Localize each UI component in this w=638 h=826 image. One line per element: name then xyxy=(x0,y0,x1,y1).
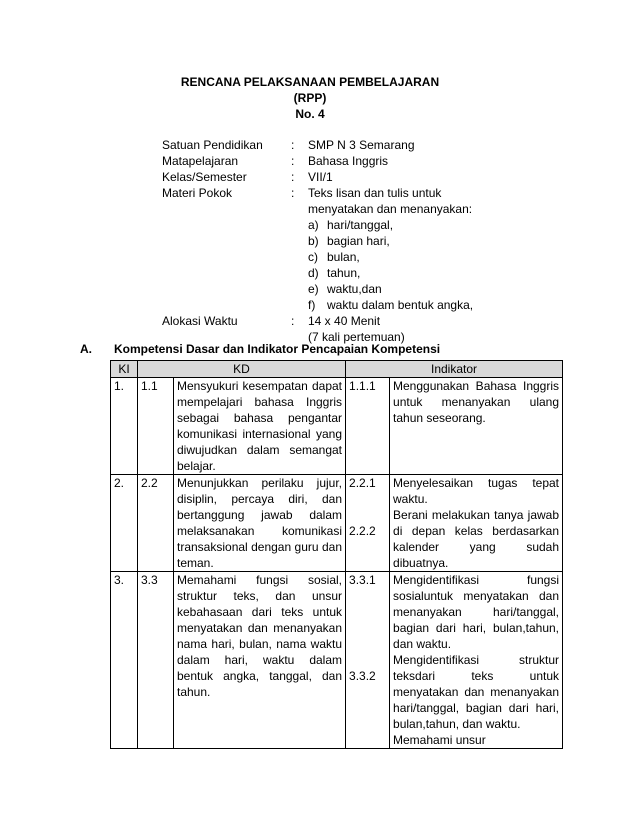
header-indikator: Indikator xyxy=(346,361,563,378)
section-title: Kompetensi Dasar dan Indikator Pencapaian Kompetensi xyxy=(114,342,441,356)
indicator-no: 3.3.2 xyxy=(349,669,376,683)
spacer xyxy=(349,491,386,523)
spacer xyxy=(349,588,386,668)
cell-kd-text: Memahami fungsi sosial, struktur teks, dan unsur kebahasaan dari teks untuk menyatakan dan menanyakan nama hari, bulan, nama waktu dalam hari, waktu dalam bentuk angka, tanggal, dan tahun. xyxy=(174,572,346,749)
meta-colon: : xyxy=(291,170,295,184)
meta-row-materi xyxy=(162,185,502,313)
list-marker: a) xyxy=(308,218,319,232)
section-heading xyxy=(80,341,440,357)
cell-indicator-no xyxy=(346,475,390,572)
list-marker: c) xyxy=(308,250,318,264)
table-row xyxy=(111,475,563,572)
indicator-text: Berani melakukan tanya jawab di depan kelas berdasarkan kalender yang sudah dibuatnya. xyxy=(393,508,560,570)
indicator-text: Mengidentifikasi fungsi sosialuntuk menyatakan dan menanyakan hari/tanggal, bagian dari hari, bulan,tahun, dan waktu. xyxy=(393,573,560,651)
section-letter: A. xyxy=(80,342,92,356)
list-text: bagian hari, xyxy=(327,234,390,248)
list-item xyxy=(308,265,502,281)
list-text: hari/tanggal, xyxy=(327,218,394,232)
title-line-2: (RPP) xyxy=(293,91,327,105)
document-title xyxy=(150,74,470,122)
cell-kd-no: 1.1 xyxy=(138,378,174,475)
indicator-text: Menyelesaikan tugas tepat waktu. xyxy=(393,476,560,506)
alokasi-line-2: (7 kali pertemuan) xyxy=(308,330,405,344)
title-line-1: RENCANA PELAKSANAAN PEMBELAJARAN xyxy=(180,75,440,89)
list-marker: d) xyxy=(308,266,319,280)
meta-row-satuan xyxy=(162,137,502,153)
list-marker: b) xyxy=(308,234,319,248)
list-text: bulan, xyxy=(327,250,360,264)
materi-line-2: menyatakan dan menanyakan: xyxy=(308,202,473,216)
cell-kd-text: Menunjukkan perilaku jujur, disiplin, percaya diri, dan bertanggung jawab dalam melaksanakan komunikasi transaksional dengan guru dan teman. xyxy=(174,475,346,572)
materi-line-1: Teks lisan dan tulis untuk xyxy=(308,186,442,200)
meta-row-mapel xyxy=(162,153,502,169)
list-item xyxy=(308,217,502,233)
meta-colon: : xyxy=(291,314,295,328)
list-text: tahun, xyxy=(327,266,361,280)
list-item xyxy=(308,249,502,265)
cell-ki: 3. xyxy=(111,572,138,749)
cell-ki: 2. xyxy=(111,475,138,572)
table-header-row xyxy=(111,361,563,378)
materi-list xyxy=(308,217,502,313)
meta-value: SMP N 3 Semarang xyxy=(308,138,415,152)
cell-indicator-text: Menggunakan Bahasa Inggris untuk menanyakan ulang tahun seseorang. xyxy=(390,378,563,475)
cell-ki: 1. xyxy=(111,378,138,475)
indicator-no: 2.2.1 xyxy=(349,476,376,490)
list-marker: e) xyxy=(308,282,319,296)
indicator-no: 3.3.1 xyxy=(349,573,376,587)
meta-colon: : xyxy=(291,154,295,168)
competency-table xyxy=(110,360,563,749)
header-kd: KD xyxy=(138,361,346,378)
list-item xyxy=(308,233,502,249)
meta-colon: : xyxy=(291,186,295,200)
indicator-text: Mengidentifikasi struktur teksdari teks untuk menyatakan dan menanyakan hari/tanggal, bagian dari hari, bulan,tahun, dan waktu. xyxy=(393,653,560,731)
cell-kd-no: 2.2 xyxy=(138,475,174,572)
list-text: waktu,dan xyxy=(327,282,382,296)
meta-value: VII/1 xyxy=(308,170,333,184)
meta-label: Satuan Pendidikan xyxy=(162,138,263,152)
cell-kd-text: Mensyukuri kesempatan dapat mempelajari bahasa Inggris sebagai bahasa pengantar komunikasi internasional yang diwujudkan dalam semangat belajar. xyxy=(174,378,346,475)
meta-label: Materi Pokok xyxy=(162,186,233,200)
cell-indicator-no: 1.1.1 xyxy=(346,378,390,475)
title-line-3: No. 4 xyxy=(295,107,325,121)
list-item xyxy=(308,281,502,297)
meta-label: Matapelajaran xyxy=(162,154,239,168)
cell-indicator-text xyxy=(390,475,563,572)
table-row xyxy=(111,572,563,749)
meta-value xyxy=(308,185,502,313)
alokasi-line-1: 14 x 40 Menit xyxy=(308,314,381,328)
cell-kd-no: 3.3 xyxy=(138,572,174,749)
meta-row-kelas xyxy=(162,169,502,185)
table-row xyxy=(111,378,563,475)
cell-indicator-no xyxy=(346,572,390,749)
list-item xyxy=(308,297,502,313)
indicator-text: Memahami unsur xyxy=(393,733,486,747)
meta-label: Kelas/Semester xyxy=(162,170,247,184)
list-text: waktu dalam bentuk angka, xyxy=(327,298,474,312)
identity-block xyxy=(162,137,502,345)
meta-label: Alokasi Waktu xyxy=(162,314,238,328)
meta-value: Bahasa Inggris xyxy=(308,154,389,168)
header-ki: KI xyxy=(111,361,138,378)
indicator-no: 2.2.2 xyxy=(349,524,376,538)
cell-indicator-text xyxy=(390,572,563,749)
meta-colon: : xyxy=(291,138,295,152)
list-marker: f) xyxy=(308,298,316,312)
